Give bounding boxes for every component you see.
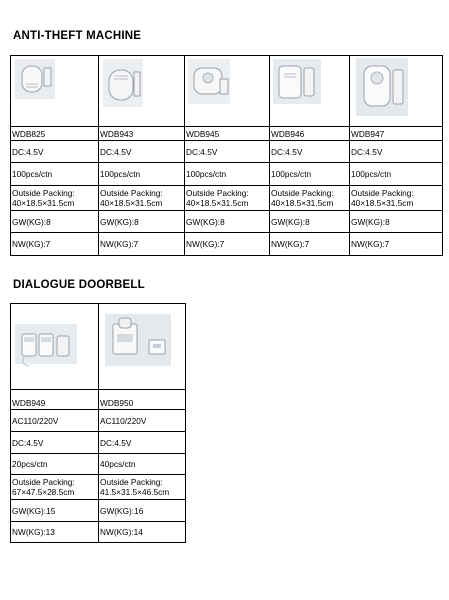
model-label: WDB943: [99, 127, 185, 141]
pack-row: [11, 454, 186, 475]
wdb946-alarm-photo: [270, 56, 348, 126]
ac-value: AC110/220V: [99, 410, 186, 432]
gw-value: GW(KG):8: [11, 211, 99, 233]
wdb945-alarm-photo: [185, 56, 268, 126]
dc-value: DC:4.5V: [11, 432, 99, 454]
pack-value: 40pcs/ctn: [99, 454, 186, 475]
wdb945-image-cell: [185, 56, 270, 127]
ac-row: [11, 410, 186, 432]
outside-packing-label: Outside Packing:: [12, 477, 75, 487]
wdb949-doorbell-photo: [11, 304, 97, 389]
pack-value: 100pcs/ctn: [11, 163, 99, 186]
wdb947-alarm-photo: [350, 56, 441, 126]
dc-value: DC:4.5V: [270, 141, 350, 163]
outside-packing-cell: [11, 475, 99, 500]
gw-value: GW(KG):8: [270, 211, 350, 233]
outside-packing-label: Outside Packing:: [100, 477, 163, 487]
pack-value: 100pcs/ctn: [350, 163, 443, 186]
dc-value: DC:4.5V: [99, 141, 185, 163]
pack-value: 100pcs/ctn: [270, 163, 350, 186]
wdb950-doorbell-photo: [99, 304, 184, 389]
gw-row: [11, 500, 186, 522]
nw-value: NW(KG):7: [270, 233, 350, 256]
dc-row: [11, 141, 443, 163]
model-row: [11, 127, 443, 141]
wdb825-image-cell: [11, 56, 99, 127]
model-row: [11, 390, 186, 410]
model-label: WDB946: [270, 127, 350, 141]
outside-packing-dims: 40×18.5×31.5cm: [186, 198, 249, 208]
model-label: WDB825: [11, 127, 99, 141]
nw-value: NW(KG):7: [185, 233, 270, 256]
outside-packing-row: [11, 186, 443, 211]
outside-packing-dims: 40×18.5×31.5cm: [351, 198, 414, 208]
outside-packing-label: Outside Packing:: [100, 188, 163, 198]
outside-packing-dims: 40×18.5×31.5cm: [12, 198, 75, 208]
dc-row: [11, 432, 186, 454]
outside-packing-cell: [11, 186, 99, 211]
dialogue-doorbell-table: [10, 303, 186, 543]
section-title-anti-theft: ANTI-THEFT MACHINE: [13, 30, 142, 42]
gw-value: GW(KG):8: [350, 211, 443, 233]
image-row: [11, 56, 443, 127]
image-row: [11, 304, 186, 390]
outside-packing-dims: 40×18.5×31.5cm: [100, 198, 163, 208]
model-label: WDB945: [185, 127, 270, 141]
pack-row: [11, 163, 443, 186]
nw-row: [11, 522, 186, 543]
outside-packing-cell: [99, 475, 186, 500]
dc-value: DC:4.5V: [185, 141, 270, 163]
outside-packing-cell: [270, 186, 350, 211]
outside-packing-cell: [185, 186, 270, 211]
outside-packing-cell: [99, 186, 185, 211]
dc-value: DC:4.5V: [99, 432, 186, 454]
outside-packing-row: [11, 475, 186, 500]
dc-value: DC:4.5V: [11, 141, 99, 163]
dc-value: DC:4.5V: [350, 141, 443, 163]
wdb943-image-cell: [99, 56, 185, 127]
nw-row: [11, 233, 443, 256]
anti-theft-table: [10, 55, 443, 256]
outside-packing-label: Outside Packing:: [351, 188, 414, 198]
nw-value: NW(KG):7: [350, 233, 443, 256]
pack-value: 100pcs/ctn: [185, 163, 270, 186]
outside-packing-dims: 67×47.5×28.5cm: [12, 487, 75, 497]
wdb949-image-cell: [11, 304, 99, 390]
model-label: WDB950: [99, 390, 186, 410]
nw-value: NW(KG):7: [11, 233, 99, 256]
outside-packing-dims: 40×18.5×31.5cm: [271, 198, 334, 208]
gw-value: GW(KG):16: [99, 500, 186, 522]
nw-value: NW(KG):7: [99, 233, 185, 256]
pack-value: 20pcs/ctn: [11, 454, 99, 475]
outside-packing-label: Outside Packing:: [12, 188, 75, 198]
pack-value: 100pcs/ctn: [99, 163, 185, 186]
model-label: WDB949: [11, 390, 99, 410]
wdb825-alarm-photo: [11, 56, 97, 126]
nw-value: NW(KG):14: [99, 522, 186, 543]
gw-value: GW(KG):15: [11, 500, 99, 522]
wdb946-image-cell: [270, 56, 350, 127]
ac-value: AC110/220V: [11, 410, 99, 432]
outside-packing-cell: [350, 186, 443, 211]
model-label: WDB947: [350, 127, 443, 141]
gw-value: GW(KG):8: [99, 211, 185, 233]
outside-packing-dims: 41.5×31.5×46.5cm: [100, 487, 170, 497]
nw-value: NW(KG):13: [11, 522, 99, 543]
gw-value: GW(KG):8: [185, 211, 270, 233]
section-title-dialogue-doorbell: DIALOGUE DOORBELL: [13, 279, 145, 291]
wdb950-image-cell: [99, 304, 186, 390]
outside-packing-label: Outside Packing:: [271, 188, 334, 198]
wdb943-alarm-photo: [99, 56, 183, 126]
wdb947-image-cell: [350, 56, 443, 127]
gw-row: [11, 211, 443, 233]
outside-packing-label: Outside Packing:: [186, 188, 249, 198]
